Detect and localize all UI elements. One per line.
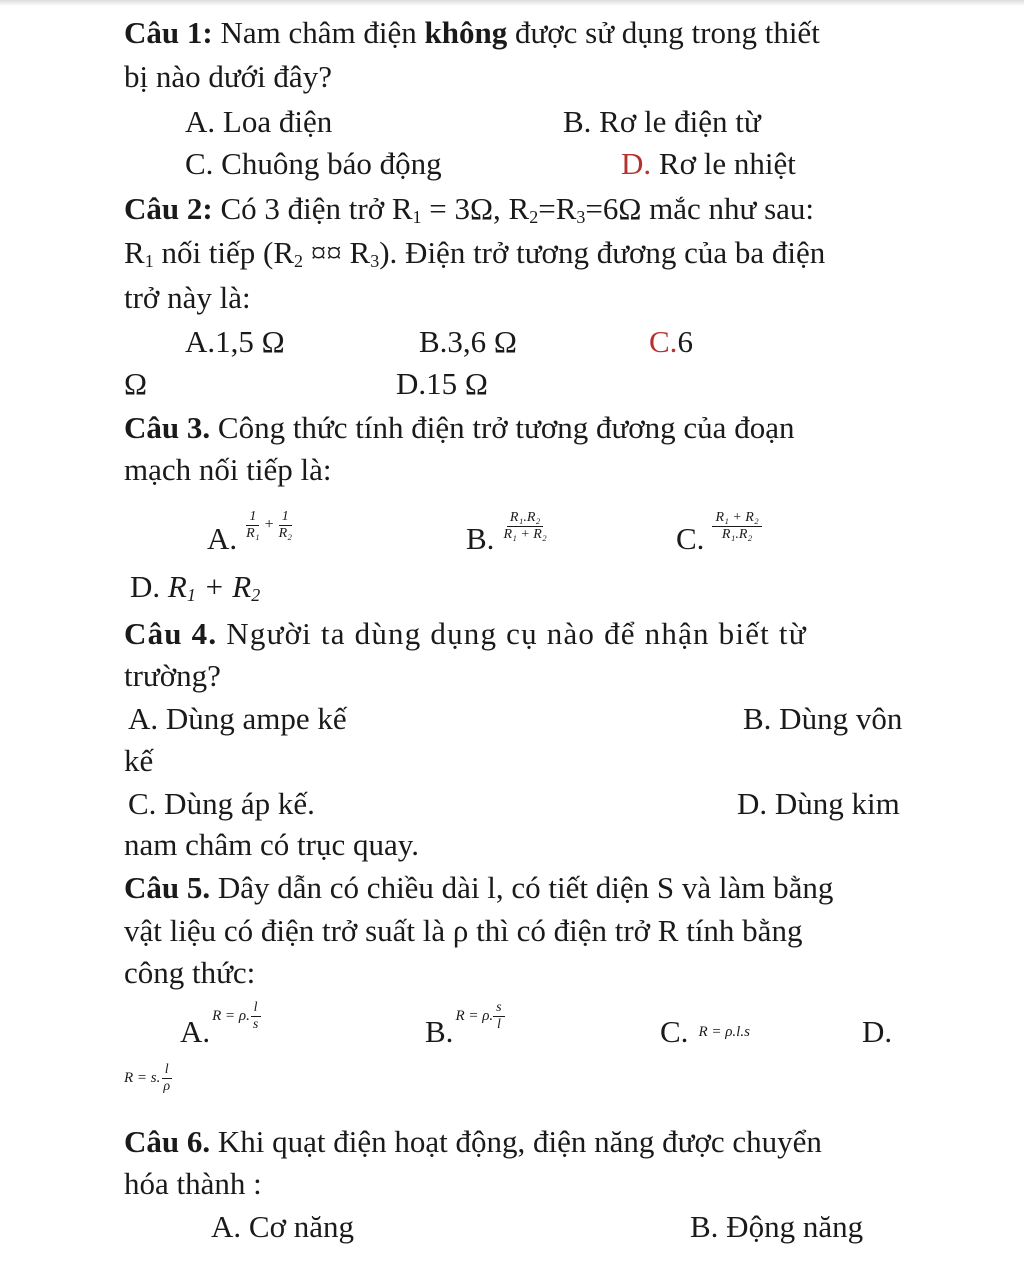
q4-option-b: B. Dùng vôn (743, 701, 903, 736)
q6-line1 (124, 1124, 822, 1160)
q3-c-num: R₁ + R₂ (712, 510, 761, 527)
q2-l1-d: =6Ω mắc như sau: (585, 191, 815, 226)
q3-line2: mạch nối tiếp là: (124, 452, 332, 487)
q3-a-f1-den: R₁ (246, 525, 260, 541)
q5-option-b (425, 998, 505, 1050)
q2-option-a: A.1,5 Ω (185, 324, 285, 359)
q4-option-c: C. Dùng áp kế. (128, 786, 315, 821)
q2-option-c (649, 324, 693, 360)
q3-c-den: R₁.R₂ (721, 527, 753, 542)
q3-c-fraction (712, 510, 761, 543)
q3-b-fraction (500, 510, 549, 543)
q3-a-f2-den: R₂ (278, 525, 293, 541)
q1-text-a: Nam châm điện (220, 15, 417, 50)
q2-line3: trở này là: (124, 280, 251, 315)
q1-option-b: B. Rơ le điện từ (563, 104, 761, 139)
q3-option-d-letter: D. (130, 569, 161, 604)
top-edge-shadow (0, 0, 1024, 6)
q5-b-den: l (496, 1016, 501, 1032)
q2-label: Câu 2: (124, 191, 213, 226)
q4-option-a: A. Dùng ampe kế (128, 701, 347, 736)
q3-d-r1: R (167, 569, 187, 604)
q3-option-c (676, 497, 762, 557)
q5-text: Dây dẫn có chiều dài l, có tiết diện S và làm bằng (217, 870, 834, 905)
q2-l1-sub3: 3 (576, 207, 586, 227)
q2-l2-c: ¤¤ R (303, 235, 371, 270)
q2-l2-sub1: 1 (144, 251, 154, 271)
q2-option-b: B.3,6 Ω (419, 324, 517, 359)
q2-l1-a: Có 3 điện trở R (220, 191, 413, 226)
q3-b-den: R₁ + R₂ (503, 527, 547, 542)
q2-option-c-text: 6 (677, 324, 693, 359)
q5-option-a (180, 998, 261, 1050)
q2-l2-sub3: 3 (370, 251, 380, 271)
q3-label: Câu 3. (124, 410, 211, 445)
q6-label: Câu 6. (124, 1124, 211, 1159)
q2-option-c-wrap: Ω (124, 366, 148, 401)
q4-line2: trường? (124, 658, 221, 693)
q4-text: Người ta dùng dụng cụ nào để nhận biết từ (226, 616, 807, 651)
q5-option-a-letter: A. (180, 1014, 211, 1049)
q1-option-c: C. Chuông báo động (185, 146, 442, 181)
q3-d-sub2: 2 (251, 585, 261, 605)
q5-d-den: ρ (163, 1078, 171, 1094)
q5-d-pre: R = s. (124, 1070, 161, 1086)
q3-option-b (466, 497, 550, 557)
q5-line2: vật liệu có điện trở suất là ρ thì có điện trở R tính bằng (124, 913, 803, 948)
q6-line2: hóa thành : (124, 1166, 262, 1201)
q1-line2: bị nào dưới đây? (124, 59, 332, 94)
q5-b-formula (455, 998, 504, 1034)
q3-b-num: R₁.R₂ (507, 510, 543, 527)
q5-line1 (124, 870, 833, 906)
q3-d-sub1: 1 (186, 585, 196, 605)
q1-option-d (621, 146, 796, 182)
q5-b-fraction (493, 1000, 504, 1033)
q5-option-d-letter: D. (862, 1014, 893, 1049)
q1-option-a: A. Loa điện (185, 104, 333, 139)
q5-b-pre: R = ρ. (455, 1008, 494, 1024)
q1-line1 (124, 15, 820, 51)
q3-a-plus: + (264, 516, 274, 533)
q2-line1 (124, 191, 814, 235)
q2-l1-c: =R (538, 191, 577, 226)
q2-l2-sub2: 2 (294, 251, 304, 271)
q5-a-den: s (252, 1016, 259, 1032)
q5-option-d-formula (124, 1060, 173, 1096)
q2-option-d: D.15 Ω (396, 366, 488, 401)
q5-b-num: s (493, 1000, 504, 1017)
q3-d-plus: + R (195, 569, 252, 604)
q4-line1 (124, 616, 807, 652)
q5-a-fraction (250, 1000, 261, 1033)
q5-line3: công thức: (124, 955, 256, 990)
q5-a-formula (212, 998, 261, 1034)
q3-option-a (207, 497, 295, 557)
q5-d-num: l (162, 1062, 172, 1079)
q3-option-b-letter: B. (466, 521, 495, 556)
q4-option-d: D. Dùng kim (737, 786, 900, 821)
q5-a-pre: R = ρ. (212, 1008, 250, 1024)
q5-option-c-letter: C. (660, 1014, 689, 1049)
q4-label: Câu 4. (124, 616, 218, 651)
q1-option-d-text: Rơ le nhiệt (658, 146, 796, 181)
q3-option-d (130, 569, 260, 613)
q3-option-a-letter: A. (207, 521, 238, 556)
q6-text: Khi quạt điện hoạt động, điện năng được chuyển (217, 1124, 822, 1159)
q3-a-f1-num: 1 (246, 509, 259, 526)
q2-option-c-letter: C. (649, 324, 678, 359)
q2-l2-b: nối tiếp (R (153, 235, 295, 270)
q2-l1-b: = 3Ω, R (421, 191, 530, 226)
q2-l1-sub2: 2 (529, 207, 539, 227)
q4-option-b-wrap: kế (124, 743, 154, 778)
q2-l1-sub1: 1 (412, 207, 422, 227)
q2-l2-a: R (124, 235, 145, 270)
q3-option-a-formula (243, 507, 295, 543)
q1-text-b: được sử dụng trong thiết (514, 15, 820, 50)
q1-label: Câu 1: (124, 15, 213, 50)
q4-option-d-wrap: nam châm có trục quay. (124, 827, 419, 862)
q5-d-fraction (160, 1062, 173, 1095)
q3-a-fraction-2 (276, 509, 295, 542)
q3-text: Công thức tính điện trở tương đương của đoạn (217, 410, 795, 445)
q2-l2-d: ). Điện trở tương đương của ba điện (379, 235, 826, 270)
q3-option-c-letter: C. (676, 521, 705, 556)
q1-bold: không (424, 15, 508, 50)
q1-option-d-letter: D. (621, 146, 652, 181)
q6-option-a: A. Cơ năng (211, 1209, 354, 1244)
q5-option-b-letter: B. (425, 1014, 454, 1049)
q5-c-formula: R = ρ.l.s (698, 1024, 750, 1040)
q6-option-b: B. Động năng (690, 1209, 864, 1244)
q3-a-f2-num: 1 (279, 509, 292, 526)
q3-a-fraction-1 (243, 509, 262, 542)
q5-label: Câu 5. (124, 870, 211, 905)
q3-line1 (124, 410, 794, 446)
q5-option-c (660, 1014, 750, 1050)
q5-a-num: l (251, 1000, 261, 1017)
q2-line2 (124, 235, 825, 279)
